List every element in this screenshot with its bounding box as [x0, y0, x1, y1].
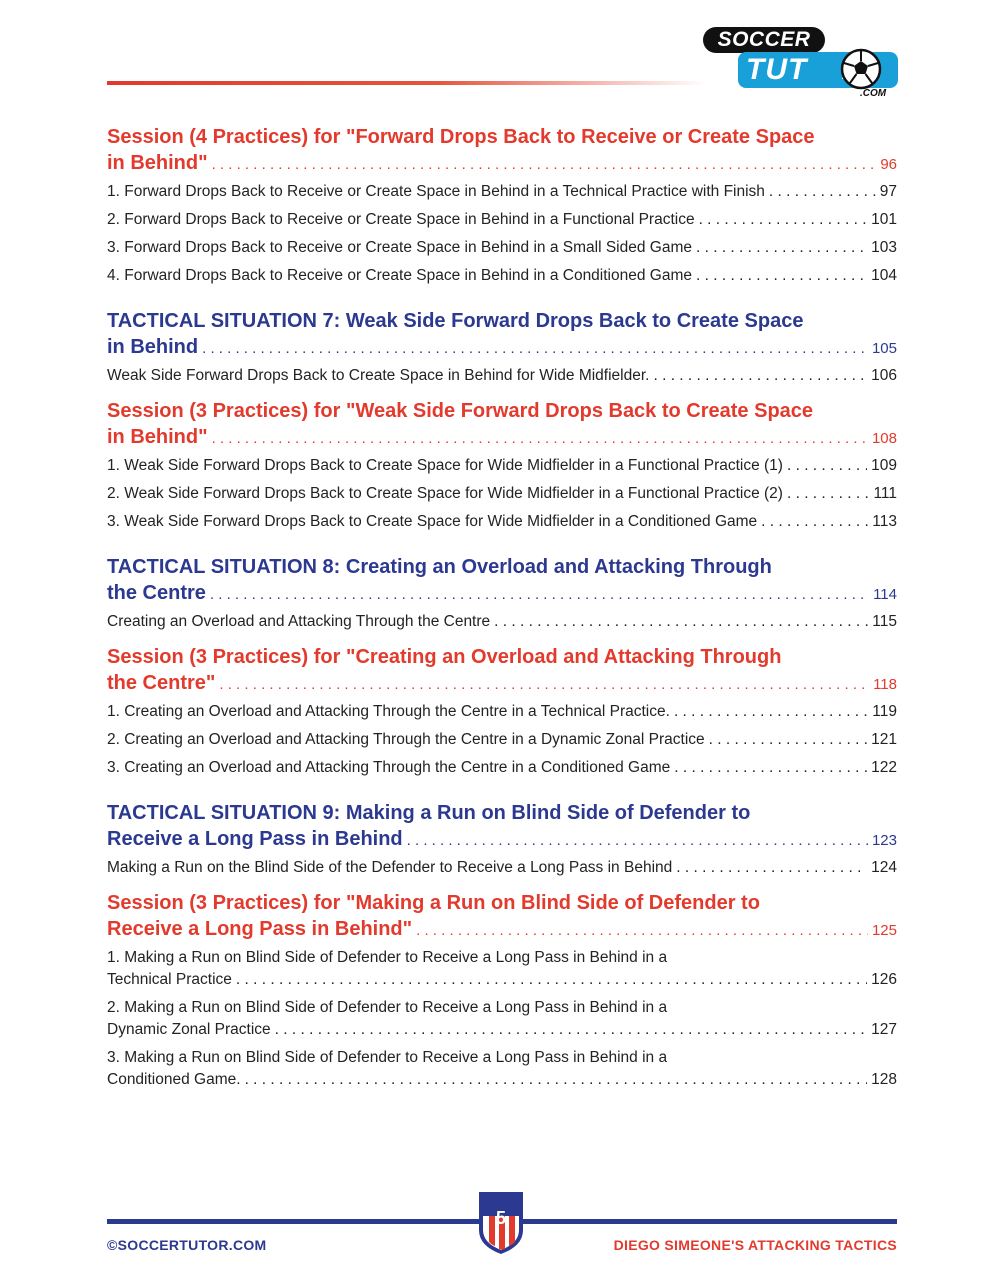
toc-item[interactable]: 2. Forward Drops Back to Receive or Create Space in Behind in a Functional Practice . . . 101: [107, 206, 897, 234]
toc-item[interactable]: Creating an Overload and Attacking Through the Centre . . . 115: [107, 608, 897, 636]
page-number: 128: [871, 1071, 897, 1088]
toc-item[interactable]: 3. Creating an Overload and Attacking Through the Centre in a Conditioned Game . . . 122: [107, 754, 897, 782]
soccer-ball-icon: [840, 48, 882, 90]
page-number: 122: [871, 759, 897, 776]
table-of-contents: [107, 124, 897, 1094]
toc-item[interactable]: 2. Creating an Overload and Attacking Through the Centre in a Dynamic Zonal Practice . . . 121: [107, 726, 897, 754]
page-number: 127: [871, 1021, 897, 1038]
page-number: 113: [872, 513, 897, 530]
toc-item[interactable]: 4. Forward Drops Back to Receive or Create Space in Behind in a Conditioned Game . . . 104: [107, 262, 897, 290]
page-number: 126: [871, 971, 897, 988]
toc-session-heading[interactable]: Session (4 Practices) for "Forward Drops Back to Receive or Create Space in Behind" . . . 96: [107, 124, 897, 178]
page-number: 97: [879, 183, 897, 200]
page-number: 119: [872, 703, 897, 720]
page-number: 115: [872, 613, 897, 630]
header-rule: [107, 81, 707, 85]
logo-soccer-text: SOCCER: [703, 27, 825, 53]
toc-session-heading[interactable]: Session (3 Practices) for "Weak Side Forward Drops Back to Create Space in Behind" . . . 108: [107, 398, 897, 452]
toc-item[interactable]: 3. Forward Drops Back to Receive or Create Space in Behind in a Small Sided Game . . . 103: [107, 234, 897, 262]
page-number: 105: [871, 340, 897, 357]
page-number: 118: [873, 676, 897, 693]
toc-session-heading[interactable]: Session (3 Practices) for "Creating an Overload and Attacking Through the Centre" . . . 118: [107, 644, 897, 698]
toc-item[interactable]: 3. Making a Run on Blind Side of Defender to Receive a Long Pass in Behind in a Conditioned Game. . . . 128: [107, 1044, 897, 1094]
footer-copyright: ©SOCCERTUTOR.COM: [107, 1237, 267, 1253]
page-number: 124: [871, 859, 897, 876]
page-number: 101: [871, 211, 897, 228]
page-number: 108: [871, 430, 897, 447]
toc-item[interactable]: 2. Weak Side Forward Drops Back to Create Space for Wide Midfielder in a Functional Practice (2) . . . 111: [107, 480, 897, 508]
page-number: 106: [871, 367, 897, 384]
toc-item[interactable]: Making a Run on the Blind Side of the Defender to Receive a Long Pass in Behind . . . 124: [107, 854, 897, 882]
page-number: 121: [871, 731, 897, 748]
toc-item[interactable]: 1. Creating an Overload and Attacking Through the Centre in a Technical Practice. . . . 119: [107, 698, 897, 726]
footer-book-title: DIEGO SIMEONE'S ATTACKING TACTICS: [613, 1237, 897, 1253]
page-number-badge: 5: [495, 1208, 506, 1228]
page-number: 96: [880, 156, 897, 173]
toc-item[interactable]: Weak Side Forward Drops Back to Create Space in Behind for Wide Midfielder. . . . 106: [107, 362, 897, 390]
toc-item[interactable]: 1. Weak Side Forward Drops Back to Create Space for Wide Midfielder in a Functional Practice (1) . . . 109: [107, 452, 897, 480]
toc-item[interactable]: 1. Making a Run on Blind Side of Defender to Receive a Long Pass in Behind in a Technical Practice . . . 126: [107, 944, 897, 994]
toc-item[interactable]: 3. Weak Side Forward Drops Back to Create Space for Wide Midfielder in a Conditioned Game . . . 113: [107, 508, 897, 536]
soccer-tutor-logo: [700, 24, 900, 100]
logo-com-text: .COM: [860, 88, 887, 99]
page-number: 123: [871, 832, 897, 849]
page-number: 111: [873, 485, 897, 502]
toc-item[interactable]: 2. Making a Run on Blind Side of Defender to Receive a Long Pass in Behind in a Dynamic Zonal Practice . . . 127: [107, 994, 897, 1044]
toc-tactical-heading[interactable]: TACTICAL SITUATION 8: Creating an Overload and Attacking Through the Centre . . . 114: [107, 554, 897, 608]
toc-tactical-heading[interactable]: TACTICAL SITUATION 7: Weak Side Forward Drops Back to Create Space in Behind . . . 105: [107, 308, 897, 362]
page-number: 109: [871, 457, 897, 474]
logo-tutor-start: TUT: [746, 53, 808, 86]
toc-item[interactable]: 1. Forward Drops Back to Receive or Create Space in Behind in a Technical Practice with Finish . . . 97: [107, 178, 897, 206]
toc-session-heading[interactable]: Session (3 Practices) for "Making a Run on Blind Side of Defender to Receive a Long Pass in Behind" . . . 125: [107, 890, 897, 944]
page-number: 125: [871, 922, 897, 939]
page-number: 114: [873, 586, 897, 603]
toc-tactical-heading[interactable]: TACTICAL SITUATION 9: Making a Run on Blind Side of Defender to Receive a Long Pass in Behind . . . 123: [107, 800, 897, 854]
page-number: 103: [871, 239, 897, 256]
page-number: 104: [871, 267, 897, 284]
